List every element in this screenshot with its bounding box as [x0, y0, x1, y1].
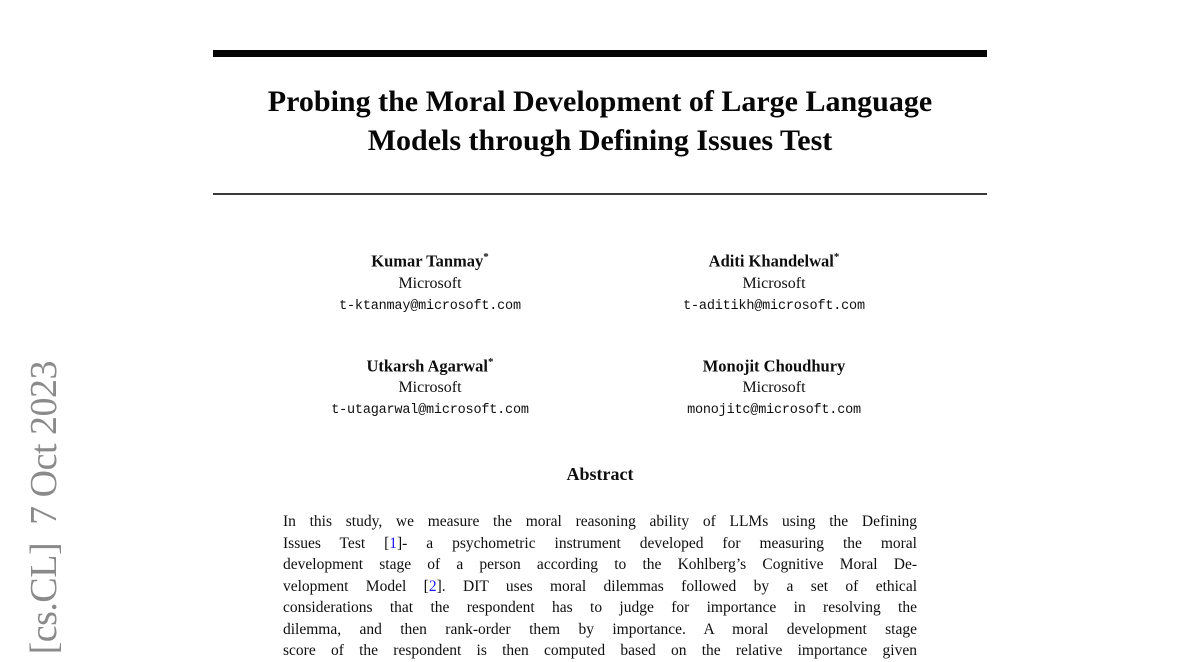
author-affiliation: Microsoft [398, 274, 462, 292]
abstract-line-text: dilemma, and then rank-order them by importance. A moral development stage [283, 620, 917, 638]
author-email: t-aditikh@microsoft.com [683, 298, 865, 314]
author-name-text: Kumar Tanmay [371, 251, 484, 271]
abstract-line-text: score of the respondent is then computed based on the relative importance given [283, 642, 917, 659]
author-name [258, 351, 602, 378]
author-footnote-mark: * [483, 251, 489, 263]
abstract-line-partial [283, 640, 917, 662]
author-affiliation: Microsoft [398, 379, 462, 396]
abstract-line-text: considerations that the respondent has to judge for importance in resolving the [283, 599, 917, 616]
author-card-kumar-tanmay [258, 246, 602, 318]
abstract-line-text: In this study, we measure the moral reasoning ability of LLMs using the Defining [283, 513, 917, 530]
abstract-line [283, 576, 917, 598]
arxiv-watermark: [cs.CL] 7 Oct 2023 [23, 360, 65, 654]
abstract-line [283, 511, 917, 533]
abstract-line-text: development stage of a person according to the Kohlberg’s Cognitive Moral De- [283, 556, 917, 573]
abstract-heading: Abstract [566, 464, 634, 484]
author-email: t-ktanmay@microsoft.com [339, 298, 521, 314]
citation-link-2[interactable]: 2 [428, 577, 437, 595]
abstract-line [283, 619, 917, 641]
abstract-line [283, 533, 917, 555]
abstract-line [283, 597, 917, 619]
abstract-line [283, 554, 917, 576]
author-email: monojitc@microsoft.com [687, 403, 861, 418]
author-name [258, 246, 602, 273]
top-rule [213, 50, 987, 57]
author-affiliation: Microsoft [742, 379, 806, 396]
author-name [602, 246, 946, 273]
author-name-text: Monojit Choudhury [702, 356, 846, 375]
author-name [602, 351, 946, 378]
author-name-text: Utkarsh Agarwal [366, 356, 488, 375]
author-affiliation: Microsoft [742, 274, 806, 292]
author-footnote-mark: * [487, 355, 494, 368]
author-name-text: Aditi Khandelwal [708, 251, 834, 271]
abstract-line-text: ]- a psychometric instrument developed for measuring the moral [397, 534, 917, 552]
paper-title [0, 82, 1200, 160]
abstract-line-text: velopment Model [ [283, 577, 429, 595]
author-card-utkarsh-agarwal [258, 351, 602, 423]
title-line-1: Probing the Moral Development of Large Language [267, 85, 933, 118]
title-line-2: Models through Defining Issues Test [367, 124, 833, 157]
authors-grid [258, 246, 946, 422]
title-rule [213, 193, 987, 195]
author-email: t-utagarwal@microsoft.com [331, 403, 529, 418]
author-footnote-mark: * [833, 251, 840, 263]
author-card-aditi-khandelwal [602, 246, 946, 318]
abstract-line-text: Issues Test [ [283, 534, 390, 552]
author-card-monojit-choudhury [602, 351, 946, 423]
abstract-text [283, 511, 917, 662]
abstract-line-text: ]. DIT uses moral dilemmas followed by a set of ethical [436, 577, 918, 595]
citation-link-1[interactable]: 1 [389, 534, 398, 552]
